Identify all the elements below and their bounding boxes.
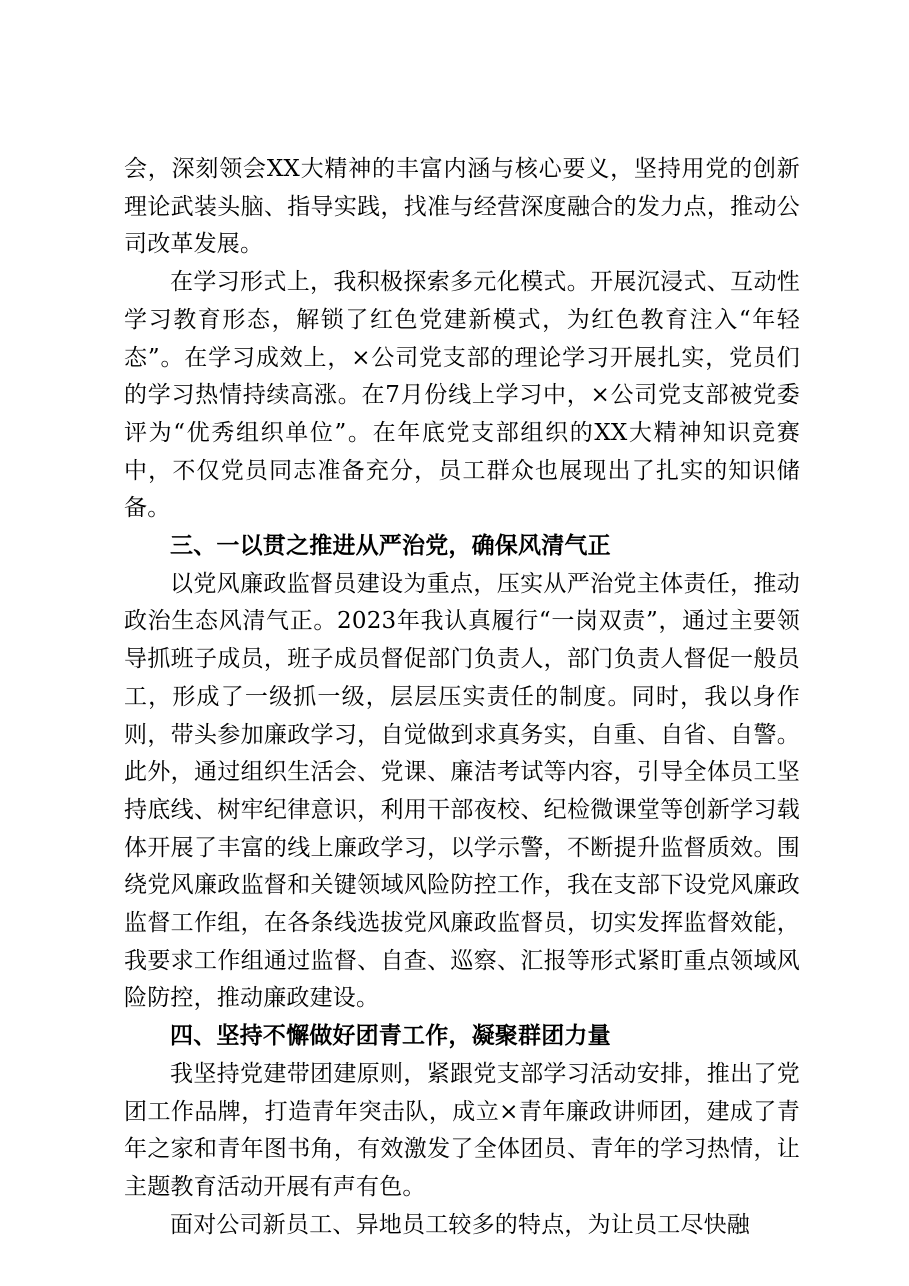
body-paragraph: 我坚持党建带团建原则，紧跟党支部学习活动安排，推出了党团工作品牌，打造青年突击队，成立×青年廉政讲师团，建成了青年之家和青年图书角，有效激发了全体团员、青年的学习热情，让主题教育活动开展有声有色。	[124, 1060, 800, 1200]
section-heading: 四、坚持不懈做好团青工作，凝聚群团力量	[170, 1023, 611, 1050]
body-paragraph: 以党风廉政监督员建设为重点，压实从严治党主体责任，推动政治生态风清气正。2023年我认真履行“一岗双责”，通过主要领导抓班子成员，班子成员督促部门负责人，部门负责人督促一般员工，形成了一级抓一级，层层压实责任的制度。同时，我以身作则，带头参加廉政学习，自觉做到求真务实，自重、自省、自警。此外，通过组织生活会、党课、廉洁考试等内容，引导全体员工坚持底线、树牢纪律意识，利用干部夜校、纪检微课堂等创新学习载体开展了丰富的线上廉政学习，以学示警，不断提升监督质效。围绕党风廉政监督和关键领域风险防控工作，我在支部下设党风廉政监督工作组，在各条线选拔党风廉政监督员，切实发挥监督效能，我要求工作组通过监督、自查、巡察、汇报等形式紧盯重点领域风险防控，推动廉政建设。	[124, 570, 800, 1012]
body-paragraph: 会，深刻领会XX大精神的丰富内涵与核心要义，坚持用党的创新理论武装头脑、指导实践，找准与经营深度融合的发力点，推动公司改革发展。	[124, 156, 800, 258]
body-paragraph: 面对公司新员工、异地员工较多的特点，为让员工尽快融	[170, 1211, 750, 1238]
body-paragraph: 在学习形式上，我积极探索多元化模式。开展沉浸式、互动性学习教育形态，解锁了红色党建新模式，为红色教育注入“年轻态”。在学习成效上，×公司党支部的理论学习开展扎实，党员们的学习热情持续高涨。在7月份线上学习中，×公司党支部被党委评为“优秀组织单位”。在年底党支部组织的XX大精神知识竞赛中，不仅党员同志准备充分，员工群众也展现出了扎实的知识储备。	[124, 269, 800, 522]
section-heading: 三、一以贯之推进从严治党，确保风清气正	[170, 533, 611, 560]
document-page	[124, 151, 800, 1244]
